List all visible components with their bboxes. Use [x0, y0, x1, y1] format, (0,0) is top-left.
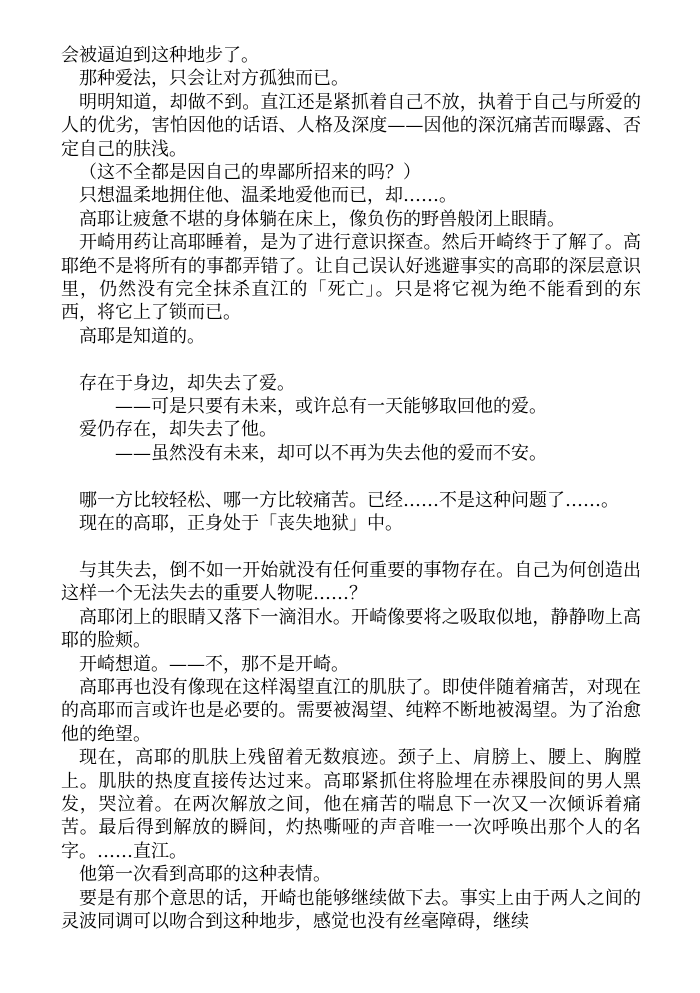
paragraph-18: 高耶闭上的眼睛又落下一滴泪水。开崎像要将之吸取似地，静静吻上高耶的脸颊。: [61, 606, 641, 652]
paragraph-14: 哪一方比较轻松、哪一方比较痛苦。已经……不是这种问题了……。: [79, 489, 619, 511]
paragraph-21: 现在，高耶的肌肤上残留着无数痕迹。颈子上、肩膀上、腰上、胸膛上。肌肤的热度直接传达过来。高耶紧抓住将脸埋在赤裸股间的男人黑发，哭泣着。在两次解放之间，他在痛苦的喘息下一次又一次倾诉着痛苦。最后得到解放的瞬间，灼热嘶哑的声音唯一一次呼唤出那个人的名字。……直江。: [61, 747, 641, 862]
paragraph-17: 与其失去，倒不如一开始就没有任何重要的事物存在。自己为何创造出这样一个无法失去的重要人物呢……？: [61, 559, 641, 605]
paragraph-12: ——虽然没有未来，却可以不再为失去他的爱而不安。: [115, 442, 547, 464]
paragraph-3: （这不全都是因自己的卑鄙所招来的吗？）: [79, 162, 421, 184]
section-break: [61, 536, 641, 559]
paragraph-20: 高耶再也没有像现在这样渴望直江的肌肤了。即使伴随着痛苦，对现在的高耶而言或许也是必要的。需要被渴望、纯粹不断地被渴望。为了治愈他的绝望。: [61, 676, 641, 745]
paragraph-11: 爱仍存在，却失去了他。: [79, 419, 277, 441]
paragraph-23: 要是有那个意思的话，开崎也能够继续做下去。事实上由于两人之间的灵波同调可以吻合到这种地步，感觉也没有丝毫障碍，继续: [61, 887, 641, 932]
paragraph-6: 开崎用药让高耶睡着，是为了进行意识探查。然后开崎终于了解了。高耶绝不是将所有的事都弄错了。让自己误认好逃避事实的高耶的深层意识里，仍然没有完全抹杀直江的「死亡」。只是将它视为绝不能看到的东西，将它上了锁而已。: [61, 232, 641, 324]
paragraph-1: 那种爱法，只会让对方孤独而已。: [79, 68, 349, 90]
paragraph-19: 开崎想道。——不，那不是开崎。: [79, 653, 349, 675]
paragraph-4: 只想温柔地拥住他、温柔地爱他而已，却……。: [79, 185, 457, 207]
paragraph-7: 高耶是知道的。: [79, 325, 205, 347]
paragraph-5: 高耶让疲惫不堪的身体躺在床上，像负伤的野兽般闭上眼睛。: [79, 208, 565, 230]
paragraph-0: 会被逼迫到这种地步了。: [61, 45, 259, 66]
paragraph-9: 存在于身边，却失去了爱。: [79, 372, 295, 394]
paragraph-10: ——可是只要有未来，或许总有一天能够取回他的爱。: [115, 396, 547, 418]
paragraph-15: 现在的高耶，正身处于「丧失地狱」中。: [79, 513, 403, 535]
paragraph-2: 明明知道，却做不到。直江还是紧抓着自己不放，执着于自己与所爱的人的优劣，害怕因他的话语、人格及深度——因他的深沉痛苦而曝露、否定自己的肤浅。: [61, 91, 641, 160]
novel-page: [61, 44, 641, 933]
section-break: [61, 465, 641, 488]
section-break: [61, 348, 641, 371]
paragraph-22: 他第一次看到高耶的这种表情。: [79, 864, 331, 886]
